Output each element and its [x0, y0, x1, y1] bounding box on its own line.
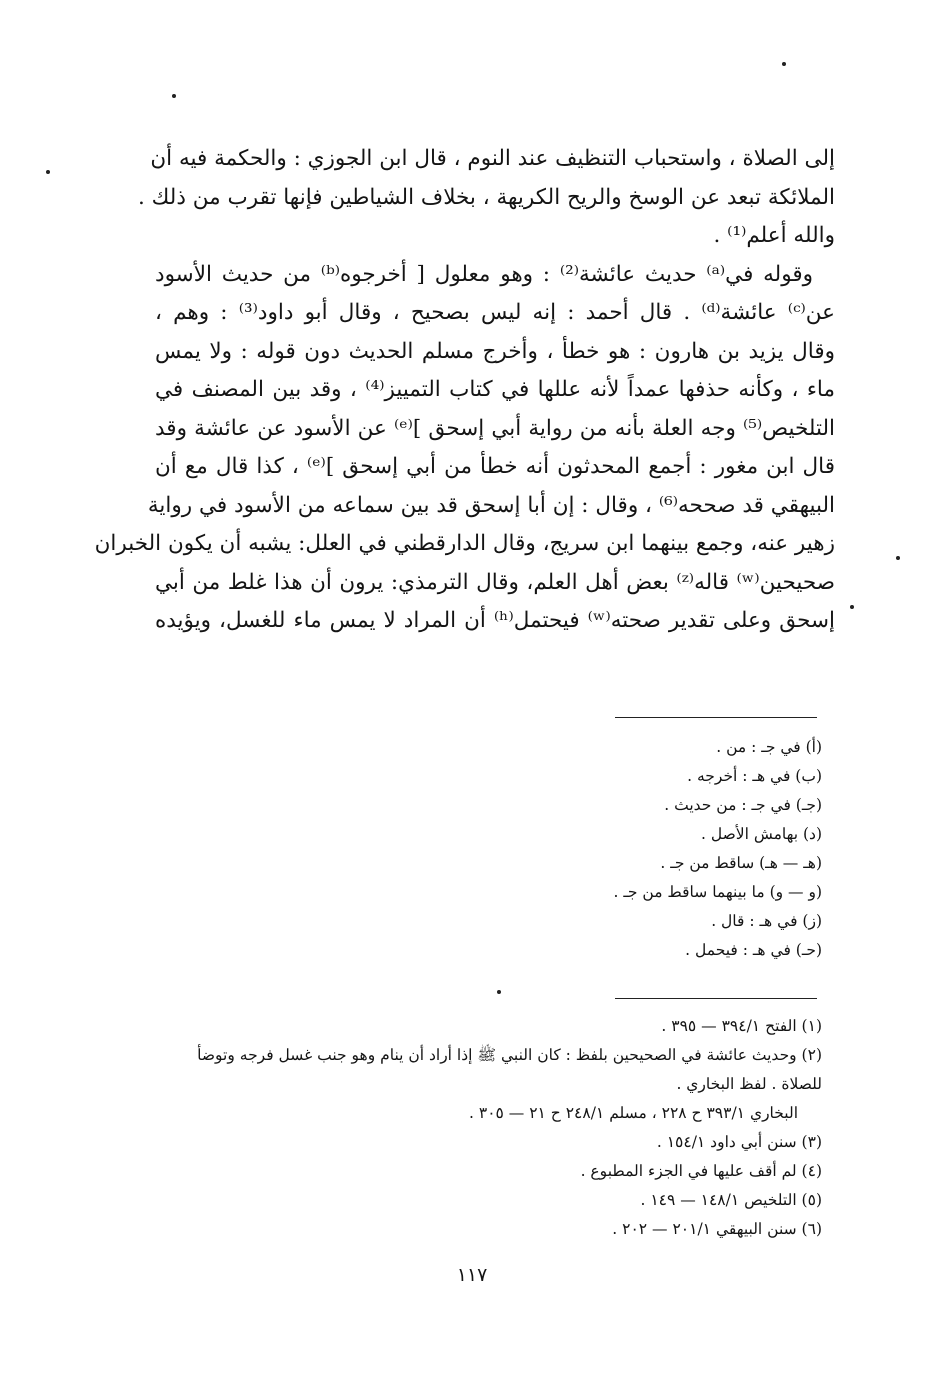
reference-notes — [142, 1012, 822, 1244]
reference-note: (٣) سنن أبي داود ١٥٤/١ . — [656, 1133, 822, 1151]
variant-note: (حـ) في هـ : فيحمل . — [685, 941, 822, 959]
reference-note: (٥) التلخيص ١٤٨/١ — ١٤٩ . — [640, 1191, 822, 1209]
variant-notes-divider — [615, 717, 817, 718]
variant-note: (ب) في هـ : أخرجه . — [687, 767, 822, 785]
main-text-line: صحيحين⁽ʷ⁾ قاله⁽ᶻ⁾ بعض أهل العلم، وقال الترمذي: يرون أن هذا غلط من أبي — [155, 569, 835, 595]
variant-note: (جـ) في جـ : من حديث . — [664, 796, 822, 814]
variant-notes — [402, 733, 822, 965]
scan-speck — [782, 62, 786, 66]
reference-note: (٢) وحديث عائشة في الصحيحين بلفظ : كان النبي ﷺ إذا أراد أن ينام وهو جنب غسل فرجه وتوضأ — [197, 1046, 822, 1064]
variant-note: (ز) في هـ : قال . — [711, 912, 822, 930]
reference-note: (٤) لم أقف عليها في الجزء المطبوع . — [580, 1162, 822, 1180]
reference-note: (٦) سنن البيهقي ٢٠١/١ — ٢٠٢ . — [612, 1220, 822, 1238]
reference-notes-divider — [615, 998, 817, 999]
page-number: ١١٧ — [456, 1264, 488, 1286]
main-text-line: وقال يزيد بن هارون : هو خطأ ، وأخرج مسلم الحديث دون قوله : ولا يمس — [155, 338, 835, 364]
main-text-line: البيهقي قد صححه⁽⁶⁾ ، وقال : إن أبا إسحق قد بين سماعه من الأسود في رواية — [147, 492, 835, 518]
main-text-line: عن⁽ᶜ⁾ عائشة⁽ᵈ⁾ . قال أحمد : إنه ليس بصحيح ، وقال أبو داود⁽³⁾ : وهم ، — [155, 300, 836, 325]
scan-speck — [850, 605, 854, 609]
scan-speck — [497, 990, 501, 994]
main-text-line: الملائكة تبعد عن الوسخ والريح الكريهة ، بخلاف الشياطين فإنها تقرب من ذلك . — [138, 184, 835, 210]
main-text-line: زهير عنه، وجمع بينهما ابن سريج، وقال الدارقطني في العلل: يشبه أن يكون الخبران — [94, 531, 835, 556]
variant-note: (و — و) ما بينهما ساقط من جـ . — [613, 883, 822, 901]
main-text-line: إلى الصلاة ، واستحباب التنظيف عند النوم ، قال ابن الجوزي : والحكمة فيه أن — [150, 146, 835, 171]
main-text-line: ماء ، وكأنه حذفها عمداً لأنه عللها في كتاب التمييز⁽⁴⁾ ، وقد بين المصنف في — [155, 377, 835, 402]
reference-note: للصلاة . لفظ البخاري . — [676, 1075, 822, 1093]
main-text-block — [94, 140, 836, 641]
main-text-line: إسحق وعلى تقدير صحته⁽ʷ⁾ فيحتمل⁽ʰ⁾ أن المراد لا يمس ماء للغسل، ويؤيده — [155, 608, 835, 633]
reference-note: (١) الفتح ٣٩٤/١ — ٣٩٥ . — [661, 1017, 822, 1035]
variant-note: (أ) في جـ : من . — [716, 738, 822, 756]
scan-speck — [46, 170, 50, 174]
main-text-line: والله أعلم⁽¹⁾ . — [713, 223, 835, 248]
variant-note: (هـ — هـ) ساقط من جـ . — [660, 854, 822, 872]
variant-note: (د) بهامش الأصل . — [701, 825, 822, 843]
scan-speck — [172, 94, 176, 98]
main-text-line: التلخيص⁽⁵⁾ وجه العلة بأنه من رواية أبي إسحق ]⁽ᵉ⁾ عن الأسود عن عائشة وقد — [155, 415, 835, 441]
scan-speck — [896, 556, 900, 560]
reference-note: البخاري ٣٩٣/١ ح ٢٢٨ ، مسلم ٢٤٨/١ ح ٢١ — ٣٠٥ . — [469, 1104, 798, 1122]
main-text-line: وقوله في⁽ᵃ⁾ حديث عائشة⁽²⁾ : وهو معلول [ أخرجوه⁽ᵇ⁾ من حديث الأسود — [155, 261, 813, 287]
main-text-line: قال ابن مغور : أجمع المحدثون أنه خطأ من أبي إسحق ]⁽ᵉ⁾ ، كذا قال مع أن — [155, 454, 835, 479]
